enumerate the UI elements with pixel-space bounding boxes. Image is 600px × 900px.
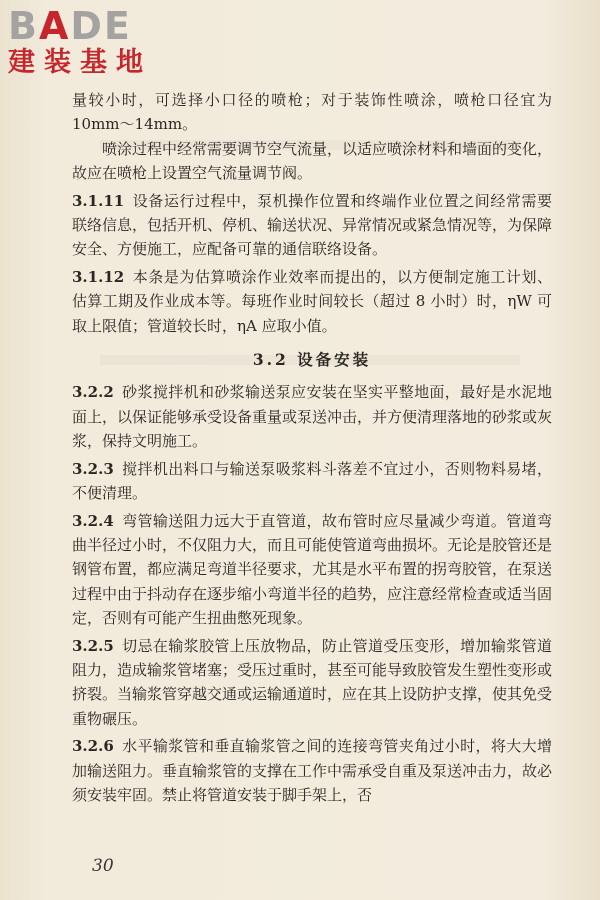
logo-subtitle: 建装基地 (8, 47, 152, 78)
clause-number: 3.1.12 (72, 267, 125, 286)
logo-wordmark: BADE (8, 4, 132, 48)
clause-paragraph: 3.1.11 设备运行过程中，泵机操作位置和终端作业位置之间经常需要联络信息，包括开机、停机、输送状况、异常情况或紧急情况等，为保障安全、方便施工，应配备可靠的通信联络设备。 (72, 191, 553, 259)
clause-paragraph: 3.2.2 砂浆搅拌机和砂浆输送泵应安装在坚实平整地面，最好是水泥地面上，以保证能够承受设备重量或泵送冲击，并方便清理落地的砂浆或灰浆，保持文明施工。 (72, 383, 553, 451)
paragraph: 量较小时，可选择小口径的喷枪；对于装饰性喷涂，喷枪口径宜为 10mm～14mm。 (72, 91, 552, 134)
clause-paragraph: 3.2.5 切忌在输浆胶管上压放物品，防止管道受压变形，增加输浆管道阻力，造成输浆管堵塞；受压过重时，甚至可能导致胶管发生塑性变形或挤裂。当输浆管穿越交通或运输通道时，应在其上设防护支撑，使其免受重物碾压。 (72, 636, 553, 728)
clause-paragraph: 3.2.4 弯管输送阻力远大于直管道，故布管时应尽量减少弯道。管道弯曲半径过小时，不仅阻力大，而且可能使管道弯曲损坏。无论是胶管还是钢管布置，都应满足弯道半径要求，尤其是水平布置的拐弯胶管，在泵送过程中由于抖动存在逐步缩小弯道半径的趋势，应注意经常检查或适当固定，否则有可能产生扭曲憋死现象。 (72, 511, 553, 628)
clause-number: 3.2.3 (72, 459, 114, 478)
clause-paragraph: 3.1.12 本条是为估算喷涂作业效率而提出的，以方便制定施工计划、估算工期及作业成本等。每班作业时间较长（超过 8 小时）时，ηW 可取上限值；管道较长时，ηA 应取小值。 (72, 267, 552, 335)
clause-number: 3.2.5 (72, 636, 114, 655)
clause-number: 3.2.2 (72, 383, 114, 402)
clause-number: 3.2.4 (72, 511, 114, 530)
body-text (72, 88, 552, 807)
clause-paragraph: 3.2.3 搅拌机出料口与输送泵吸浆料斗落差不宜过小，否则物料易堵，不便清理。 (72, 459, 552, 503)
clause-paragraph: 3.2.6 水平输浆管和垂直输浆管之间的连接弯管夹角过小时，将大大增加输送阻力。垂直输浆管的支撑在工作中需承受自重及泵送冲击力，故必须安装牢固。禁止将管道安装于脚手架上，否 (72, 737, 553, 804)
clause-number: 3.2.6 (72, 737, 114, 756)
section-heading: 3.2 设备安装 (252, 350, 372, 370)
paragraph: 喷涂过程中经常需要调节空气流量，以适应喷涂材料和墙面的变化，故应在喷枪上设置空气流量调节阀。 (72, 139, 553, 183)
watermark-logo (8, 6, 178, 78)
clause-number: 3.1.11 (72, 191, 125, 210)
page-number: 30 (92, 856, 114, 876)
